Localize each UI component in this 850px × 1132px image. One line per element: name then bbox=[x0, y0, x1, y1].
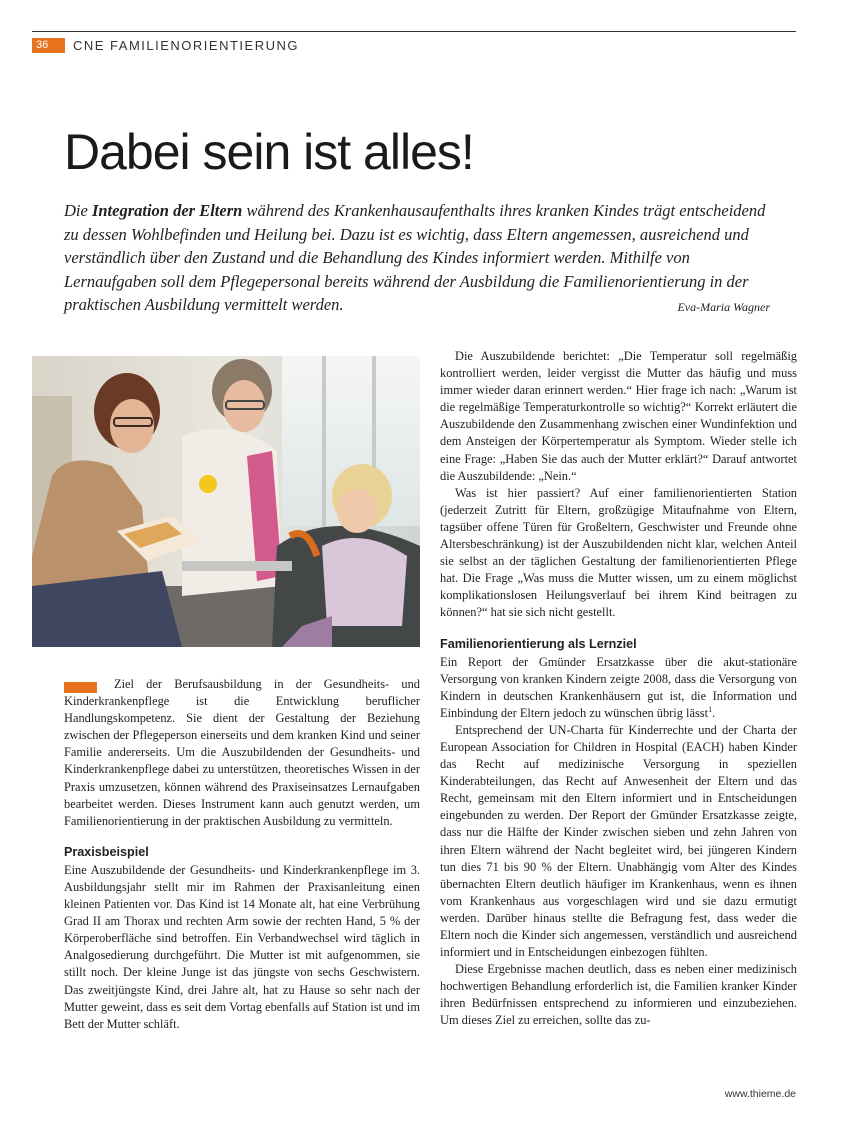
article-title: Dabei sein ist alles! bbox=[64, 124, 474, 180]
page-number: 36 bbox=[32, 38, 65, 53]
right-column bbox=[440, 348, 797, 1030]
heading-praxisbeispiel: Praxisbeispiel bbox=[64, 844, 149, 859]
author-name: Eva-Maria Wagner bbox=[677, 300, 770, 315]
article-photo bbox=[32, 356, 420, 647]
photo-nurse-mother-child bbox=[32, 356, 420, 647]
paragraph-5: Diese Ergebnisse machen deutlich, dass es neben einer medizinisch hochwertigen Behandlung erforderlich ist, die Familien kranker Kinder ihren Bedürfnissen entsprechend zu informieren und einzubeziehen. Um dieses Ziel zu erreichen, sollte das zu- bbox=[440, 962, 797, 1028]
section-label: CNE FAMILIENORIENTIERUNG bbox=[73, 38, 299, 53]
intro-paragraph: Ziel der Berufsausbildung in der Gesundheits- und Kinderkrankenpflege ist die Entwicklung beruflicher Handlungskompetenz. Sie dient der Gestaltung der Beziehung zwischen der Pflegeperson einerseits und dem kranken Kind und seiner Familie andererseits. Um die Auszubildenden der Gesundheits- und Kinderkrankenpflege dabei zu unterstützen, theoretisches Wissen in der Praxis umzusetzen, können während des Praxiseinsatzes Lernaufgaben bearbeitet werden. Dieses Instrument kann auch genutzt werden, um Familienorientierung in der praktischen Ausbildung zu vermitteln. bbox=[64, 677, 420, 828]
paragraph-1: Die Auszubildende berichtet: „Die Temperatur soll regelmäßig kontrolliert werden, leider vergisst die Mutter das häufig und muss immer wieder daran erinnert werden.“ Hier frage ich nach: „Warum ist die regelmäßige Temperaturkontrolle so wichtig?“ Korrekt erläutert die Auszubildende den Zusammenhang zwischen einer Wundinfektion und dem Ansteigen der Körpertemperatur als Symptom. Wieder stelle ich eine Frage: „Haben Sie das auch der Mutter erklärt?“ Darauf antwortet die Auszubildende: „Nein.“ bbox=[440, 349, 797, 483]
footnote-ref[interactable]: 1 bbox=[708, 704, 713, 714]
lead-emphasis: Integration der Eltern bbox=[91, 201, 243, 220]
paragraph-2: Was ist hier passiert? Auf einer familienorientierten Station (jederzeit Zutritt für Eltern, großzügige Mitaufnahme von Eltern, tagsüber offene Türen für Großeltern, Geschwister und Freunde ohne Altersbeschränkung) ist der Auszubildenden nicht klar, welchen Anteil sie selbst an der täglichen Gestaltung der familienorientierten Pflege hat. Die Frage „Was muss die Mutter wissen, um zu einem möglichst komplikationslosen Heilungsverlauf bei ihrem Kind beitragen zu können?“ hat sie sich nicht gestellt. bbox=[440, 485, 797, 620]
paragraph-praxisbeispiel: Eine Auszubildende der Gesundheits- und Kinderkrankenpflege im 3. Ausbildungsjahr stellt mir im Rahmen der Praxisanleitung einen kleinen Patienten vor. Das Kind ist 14 Monate alt, hat eine Verbrühung Grad II am Thorax und rechten Arm sowie der rechten Hand, 5 % der Körperoberfläche sind betroffen. Ein Verbandwechsel wird täglich in Analgosedierung durchgeführt. Die Mutter ist mit aufgenommen, sie stillt noch. Der kleine Junge ist das jüngste von sechs Geschwistern. Das zweitjüngste Kind, drei Jahre alt, hat zu Hause so sehr nach der Mutter geweint, dass es seit dem Vortag ebenfalls auf Station ist und im Bett der Mutter schläft. bbox=[64, 862, 420, 1031]
paragraph-3: Ein Report der Gmünder Ersatzkasse über die akut-stationäre Versorgung von kranken Kindern zeigte 2008, dass die Versorgung von Kindern in deutschen Krankenhäusern gut ist, die Information und Einbindung der Eltern jedoch zu wünschen übrig lässt$^1$. bbox=[440, 654, 797, 720]
footer-url[interactable]: www.thieme.de bbox=[724, 1088, 796, 1100]
paragraph-4: Entsprechend der UN-Charta für Kinderrechte und der Charta der European Association for Children in Hospital (EACH) haben Kinder das Recht auf medizinische Versorgung in speziellen Kinderabteilungen, das Recht auf Anwesenheit der Eltern und das Recht, gemeinsam mit den Eltern informiert und in Entscheidungen eingebunden zu werden. Der Report der Gmünder Ersatzkasse zeigte, dass nur die Hälfte der Kinder zwischen sieben und zehn Jahren von ihren Eltern während der Nacht begleitet wird, bei jüngeren Kindern tun dies 71 bis 90 % der Eltern. Unabhängig vom Alter des Kindes übernachten Eltern deutlich häufiger im Krankenhaus, wenn es ihnen vom Krankenhaus aus vorgeschlagen wird und sie dazu ermutigt werden. Darüber hinaus stellte die Befragung fest, dass weder die Eltern noch die Kinder sich angemessen, verständlich und ausreichend informiert und in Entscheidungen einbezogen fühlten. bbox=[440, 722, 797, 960]
heading-lernziel: Familienorientierung als Lernziel bbox=[440, 636, 637, 651]
header-rule bbox=[32, 31, 796, 32]
article-lead: Die Integration der Eltern während des Krankenhausaufenthalts ihres kranken Kindes trägt entscheidend zu dessen Wohlbefinden und Heilung bei. Dazu ist es wichtig, dass Eltern angemessen, ausreichend und verständlich über den Zustand und die Behandlung des Kindes informiert werden. Mithilfe von Lernaufgaben soll dem Pflegepersonal bereits während der Ausbildung die Familienorientierung in der praktischen Ausbildung vermittelt werden. Eva-Maria Wagner bbox=[64, 199, 770, 320]
left-column bbox=[64, 676, 420, 1033]
